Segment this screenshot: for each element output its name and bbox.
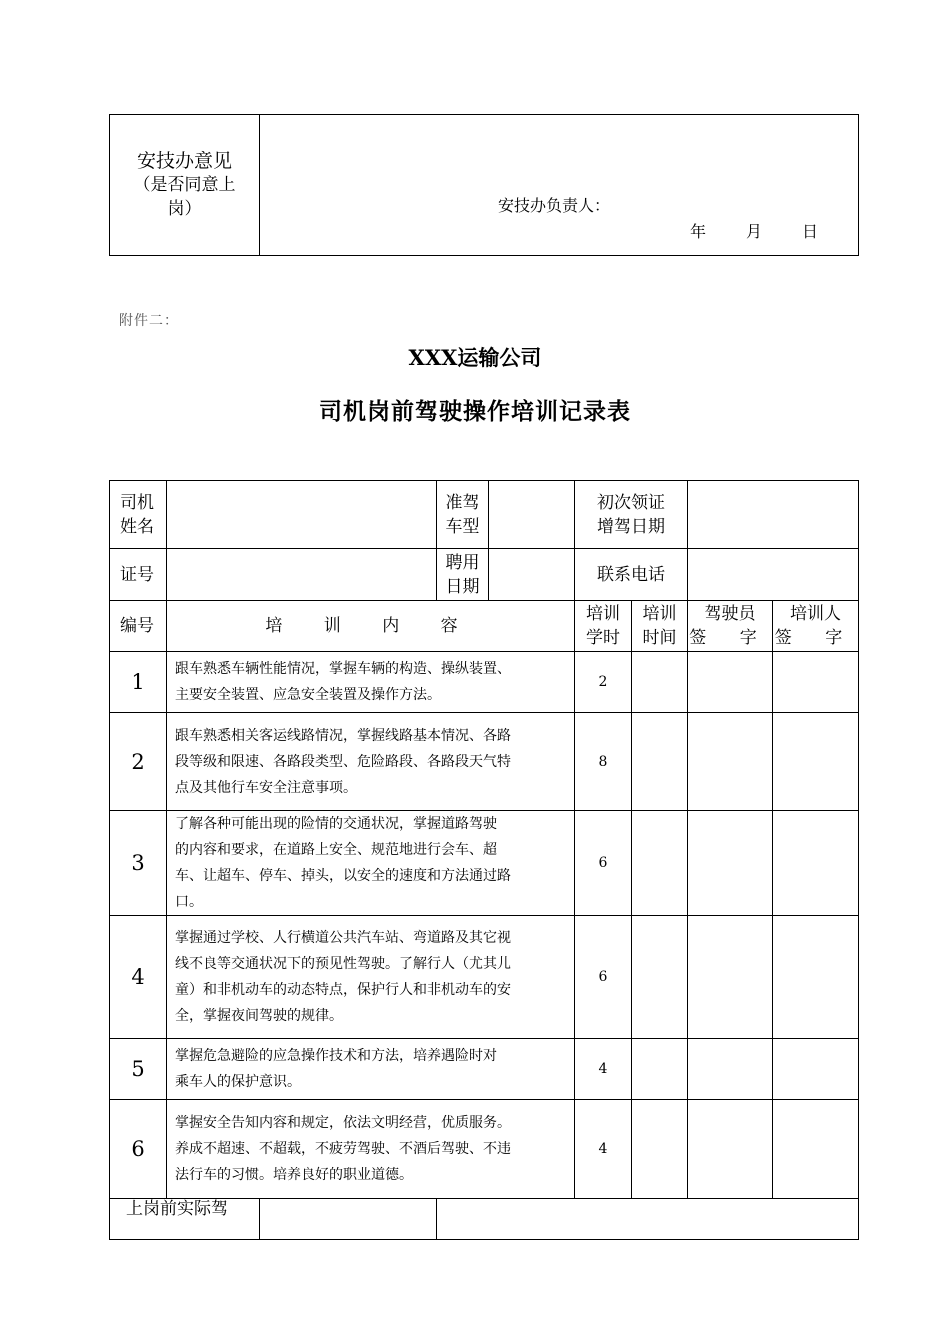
actual-driving-cell [110,1199,437,1240]
row-hours: 2 [575,652,632,713]
table-row [110,1100,859,1199]
row-driver-sign-field[interactable] [688,811,773,916]
driver-name-field[interactable] [167,481,437,549]
actual-driving-label: 上岗前实际驾 [110,1199,260,1239]
hire-date-label: 聘用 日期 [437,549,489,601]
license-date-label: 初次领证 增驾日期 [575,481,688,549]
row-content: 掌握危急避险的应急操作技术和方法，培养遇险时对 乘车人的保护意识。 [167,1039,575,1100]
table-row [110,713,859,811]
col-no-header: 编号 [110,601,167,652]
training-record-table [109,480,859,1240]
row-time-field[interactable] [632,916,688,1039]
col-content-header: 培 训 内 容 [167,601,575,652]
cert-info-row [110,549,859,601]
row-trainer-sign-field[interactable] [773,713,859,811]
row-time-field[interactable] [632,1100,688,1199]
col-trainer-sign-header: 培训人 签 字 [773,601,859,652]
row-driver-sign-field[interactable] [688,652,773,713]
row-driver-sign-field[interactable] [688,1039,773,1100]
col-time-header: 培训 时间 [632,601,688,652]
hire-date-field[interactable] [489,549,575,601]
month-label: 月 [746,222,763,241]
cert-no-field[interactable] [167,549,437,601]
day-label: 日 [802,222,819,241]
row-number: 6 [110,1100,167,1199]
row-driver-sign-field[interactable] [688,713,773,811]
form-title: 司机岗前驾驶操作培训记录表 [319,398,631,425]
phone-label: 联系电话 [575,549,688,601]
driver-name-label: 司机 姓名 [110,481,167,549]
row-trainer-sign-field[interactable] [773,652,859,713]
table-row [110,811,859,916]
approval-label-sub2: 岗） [167,199,202,219]
row-driver-sign-field[interactable] [688,916,773,1039]
row-content: 跟车熟悉车辆性能情况，掌握车辆的构造、操纵装置、 主要安全装置、应急安全装置及操作方法。 [167,652,575,713]
row-time-field[interactable] [632,652,688,713]
row-time-field[interactable] [632,713,688,811]
approval-label-cell [110,115,260,256]
row-content: 跟车熟悉相关客运线路情况，掌握线路基本情况、各路 段等级和限速、各路段类型、危险路段、各路段天气特 点及其他行车安全注意事项。 [167,713,575,811]
company-title: XXX运输公司 [408,345,542,370]
row-content: 了解各种可能出现的险情的交通状况，掌握道路驾驶 的内容和要求，在道路上安全、规范地进行会车、超 车、让超车、停车、掉头，以安全的速度和方法通过路 口。 [167,811,575,916]
col-driver-sign-header: 驾驶员 签 字 [688,601,773,652]
approval-date [690,219,818,242]
cert-no-label: 证号 [110,549,167,601]
row-number: 1 [110,652,167,713]
approval-table [109,114,859,256]
row-trainer-sign-field[interactable] [773,916,859,1039]
row-time-field[interactable] [632,1039,688,1100]
actual-driving-field-left[interactable] [260,1199,436,1239]
row-trainer-sign-field[interactable] [773,1039,859,1100]
row-number: 3 [110,811,167,916]
row-hours: 6 [575,811,632,916]
vehicle-type-label: 准驾 车型 [437,481,489,549]
responsible-label: 安技办负责人： [498,196,611,215]
approval-content-cell[interactable] [260,115,859,256]
row-hours: 4 [575,1100,632,1199]
row-content: 掌握安全告知内容和规定，依法文明经营，优质服务。 养成不超速、不超载，不疲劳驾驶、不酒后驾驶、不违 法行车的习惯。培养良好的职业道德。 [167,1100,575,1199]
row-content: 掌握通过学校、人行横道公共汽车站、弯道路及其它视 线不良等交通状况下的预见性驾驶。了解行人（尤其儿 童）和非机动车的动态特点，保护行人和非机动车的安 全，掌握夜间驾驶的规律。 [167,916,575,1039]
header-row [110,601,859,652]
row-trainer-sign-field[interactable] [773,1100,859,1199]
row-time-field[interactable] [632,811,688,916]
table-row [110,652,859,713]
row-hours: 4 [575,1039,632,1100]
vehicle-type-field[interactable] [489,481,575,549]
row-driver-sign-field[interactable] [688,1100,773,1199]
attachment-note: 附件二： [119,313,179,329]
driver-info-row [110,481,859,549]
phone-field[interactable] [688,549,859,601]
table-row [110,916,859,1039]
approval-label-main: 安技办意见 [136,150,232,172]
row-number: 5 [110,1039,167,1100]
actual-driving-field[interactable] [437,1199,859,1240]
table-row [110,1039,859,1100]
col-hours-header: 培训 学时 [575,601,632,652]
row-hours: 8 [575,713,632,811]
year-label: 年 [690,222,707,241]
license-date-field[interactable] [688,481,859,549]
row-number: 2 [110,713,167,811]
actual-driving-row [110,1199,859,1240]
row-hours: 6 [575,916,632,1039]
row-number: 4 [110,916,167,1039]
approval-label-sub1: （是否同意上 [133,175,236,195]
row-trainer-sign-field[interactable] [773,811,859,916]
